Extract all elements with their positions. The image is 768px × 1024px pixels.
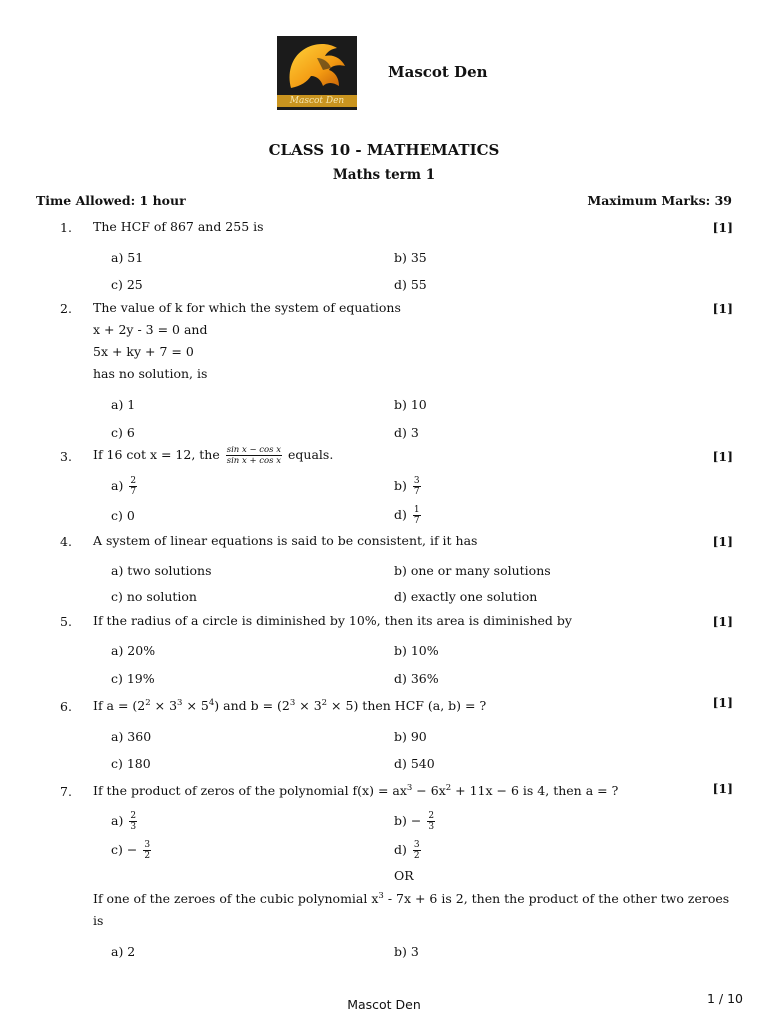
text-segment: ) and b = (2 [214,698,290,713]
option-c: c) 6 [111,425,135,440]
fraction-denominator: 7 [130,487,137,497]
fraction-numerator: 1 [413,505,420,515]
text-pre: If 16 cot x = 12, the [93,447,220,462]
fraction-denominator: 7 [413,516,420,526]
option-label: c) − [111,842,138,857]
question-number: 5. [60,614,72,629]
text-post: equals. [288,447,334,462]
fraction-numerator: 2 [130,811,137,821]
option-a: a) 20% [111,643,156,658]
exponent: 3 [177,697,183,708]
option-b: b) 10 [394,397,427,412]
fraction-numerator: 2 [130,476,137,486]
option-fraction [129,811,137,832]
exponent: 2 [445,782,452,793]
option-c: c) 0 [111,508,135,523]
alt-option-a: a) 2 [111,944,136,959]
text-segment: × 5 [182,698,209,713]
text-segment: × 3 [295,698,322,713]
option-fraction [427,811,435,832]
option-c: c) 25 [111,277,143,292]
question-number: 2. [60,301,72,316]
fraction-denominator: sin x + cos x [226,456,282,466]
fraction-numerator: 3 [413,840,420,850]
option-d: d) exactly one solution [394,589,538,604]
option-label: a) [111,813,124,828]
alternative-question-text [93,888,738,932]
time-allowed: Time Allowed: 1 hour [36,193,186,208]
exponent: 2 [321,697,328,708]
text-segment: + 11x − 6 is 4, then a = ? [451,783,619,798]
option-a [111,476,139,497]
question-number: 7. [60,784,72,799]
maximum-marks: Maximum Marks: 39 [587,193,732,208]
question-marks: [1] [712,695,733,710]
fraction-denominator: 2 [413,851,420,861]
brand-name: Mascot Den [388,63,488,81]
question-line-1: The value of k for which the system of equations [93,300,401,315]
question-number: 1. [60,220,72,235]
exponent: 3 [378,890,384,901]
text-segment: If the product of zeros of the polynomial f(x) = ax [93,783,407,798]
fraction-denominator: 3 [130,822,137,832]
or-separator: OR [394,868,414,883]
option-c: c) no solution [111,589,197,604]
fraction-numerator: 3 [144,840,151,850]
question-marks: [1] [712,534,733,549]
question-text: If the radius of a circle is diminished by 10%, then its area is diminished by [93,613,572,628]
option-c: c) 19% [111,671,155,686]
question-number: 6. [60,699,72,714]
option-b: b) 10% [394,643,439,658]
question-marks: [1] [712,301,733,316]
text-segment: If a = (2 [93,698,146,713]
option-d: d) 3 [394,425,419,440]
option-b [394,811,437,832]
exam-title: CLASS 10 - MATHEMATICS [268,141,500,159]
exponent: 3 [406,782,413,793]
exponent: 3 [289,697,296,708]
fraction-numerator: sin x − cos x [226,445,282,455]
option-d: d) 55 [394,277,427,292]
option-fraction [413,476,421,497]
question-marks: [1] [712,220,733,235]
fraction-denominator: 7 [413,487,420,497]
text-segment: × 5) then HCF (a, b) = ? [327,698,487,713]
exponent: 4 [208,697,215,708]
question-marks: [1] [712,781,733,796]
option-b: b) one or many solutions [394,563,551,578]
alt-option-b: b) 3 [394,944,419,959]
option-label: b) [394,478,407,493]
option-b [394,476,423,497]
option-label: d) [394,507,407,522]
option-label: a) [111,478,124,493]
text-segment: If one of the zeroes of the cubic polynomial x [93,891,379,906]
option-a: a) 51 [111,250,144,265]
question-line-3: 5x + ky + 7 = 0 [93,344,194,359]
fraction-denominator: 3 [428,822,435,832]
option-b: b) 35 [394,250,427,265]
question-text [93,695,486,717]
option-a [111,811,139,832]
question-number: 3. [60,449,72,464]
logo-caption: Mascot Den [277,95,357,107]
option-a: a) 360 [111,729,152,744]
question-text: The HCF of 867 and 255 is [93,219,264,234]
question-text: A system of linear equations is said to be consistent, if it has [93,533,478,548]
option-a: a) two solutions [111,563,212,578]
question-line-4: has no solution, is [93,366,208,381]
page-footer: Mascot Den [347,997,421,1012]
text-segment: × 3 [150,698,178,713]
question-marks: [1] [712,449,733,464]
option-d: d) 540 [394,756,435,771]
option-fraction [413,505,421,526]
option-fraction [129,476,137,497]
text-segment: − 6x [412,783,446,798]
option-d: d) 36% [394,671,439,686]
exponent: 2 [145,697,151,708]
option-c [111,840,153,861]
option-fraction [413,840,421,861]
question-marks: [1] [712,614,733,629]
exam-subtitle: Maths term 1 [332,167,436,183]
fraction-numerator: 2 [428,811,435,821]
option-c: c) 180 [111,756,151,771]
question-number: 4. [60,534,72,549]
option-fraction [143,840,151,861]
question-text [93,444,333,466]
option-b: b) 90 [394,729,427,744]
fraction-denominator: 2 [144,851,151,861]
option-a: a) 1 [111,397,136,412]
option-d [394,505,423,526]
question-line-2: x + 2y - 3 = 0 and [93,322,208,337]
option-label: b) − [394,813,422,828]
fraction-numerator: 3 [413,476,420,486]
page-number: 1 / 10 [706,991,743,1006]
option-d [394,840,423,861]
question-text [93,780,618,802]
text-segment: - 7x + 6 is 2, then the product of the other two zeroes is [93,891,730,928]
option-label: d) [394,842,407,857]
mascot-den-logo [277,36,357,110]
trig-fraction [226,445,282,466]
